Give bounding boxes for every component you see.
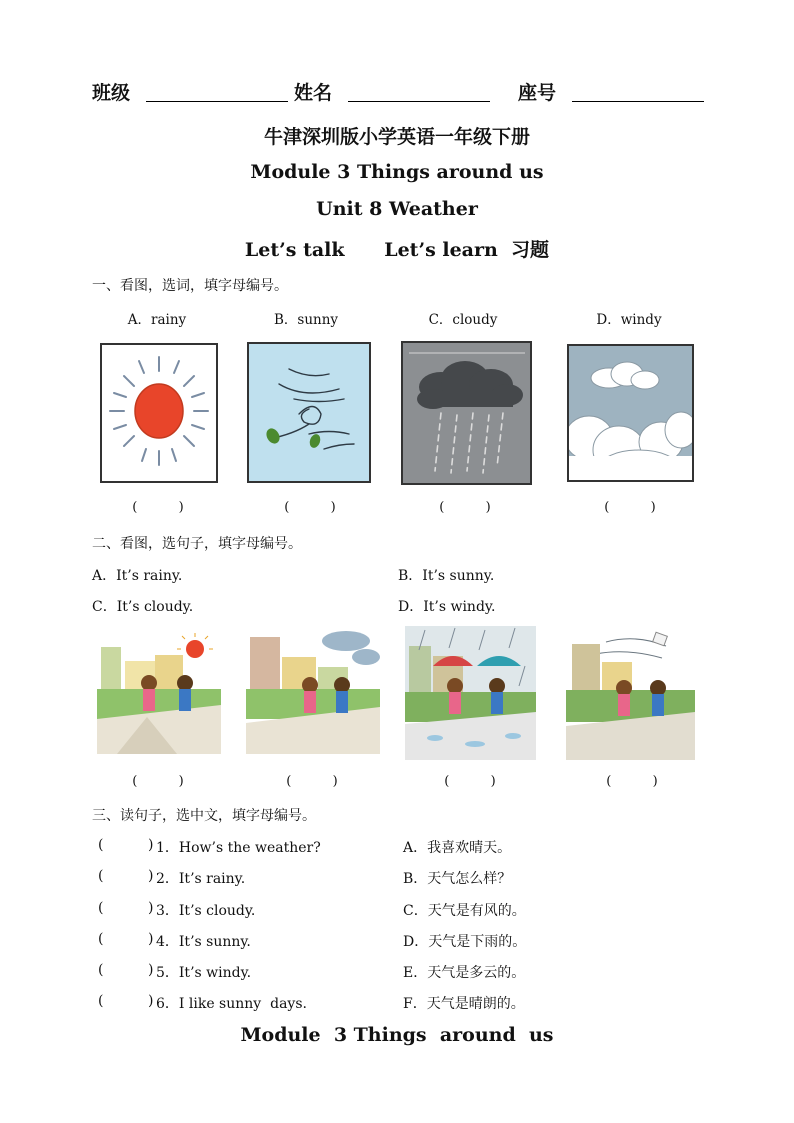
answer-blank-3[interactable]: ( ) <box>439 500 491 515</box>
option-d: D．windy <box>596 312 662 328</box>
sun-picture <box>100 343 218 483</box>
name-blank[interactable] <box>348 100 490 102</box>
cloudy-picture <box>567 344 694 482</box>
rain-picture <box>401 341 532 485</box>
book-title: 牛津深圳版小学英语一年级下册 <box>263 126 530 148</box>
cloudy-scene-picture <box>246 627 380 754</box>
match-en-1: 1．How’s the weather? <box>156 840 321 856</box>
windy-scene-picture <box>566 628 695 760</box>
scene-blank-2[interactable]: ( ) <box>286 774 338 789</box>
match-cn-1: A．我喜欢晴天。 <box>403 840 512 856</box>
sentence-d: D．It’s windy. <box>398 599 496 615</box>
answer-blank-1[interactable]: ( ) <box>132 500 184 515</box>
module-title: Module 3 Things around us <box>250 161 544 183</box>
match-en-4: 4．It’s sunny. <box>156 934 251 950</box>
match-blank-4[interactable]: ( ) <box>98 931 154 947</box>
match-cn-5: E．天气是多云的。 <box>403 965 526 981</box>
class-label: 班级 <box>92 82 131 104</box>
sunny-scene-picture <box>97 627 221 754</box>
scene-blank-3[interactable]: ( ) <box>444 774 496 789</box>
windy-scene <box>566 628 695 760</box>
sunny-scene <box>97 627 221 754</box>
option-a: A．rainy <box>127 312 187 328</box>
sun-icon <box>102 345 216 481</box>
footer-module-title: Module 3 Things around us <box>240 1024 554 1046</box>
rainy-scene <box>405 626 536 760</box>
sentence-c: C．It’s cloudy. <box>92 599 194 615</box>
sentence-a: A．It’s rainy. <box>92 568 183 584</box>
match-en-5: 5．It’s windy. <box>156 965 252 981</box>
match-en-3: 3．It’s cloudy. <box>156 903 256 919</box>
match-cn-6: F．天气是晴朗的。 <box>403 996 525 1012</box>
match-cn-4: D．天气是下雨的。 <box>403 934 527 950</box>
cloudy-scene <box>246 627 380 754</box>
rainy-scene-picture <box>405 626 536 760</box>
wind-picture <box>247 342 371 483</box>
section1-heading: 一、看图，选词，填字母编号。 <box>92 278 288 294</box>
match-cn-2: B．天气怎么样？ <box>403 871 512 887</box>
match-blank-5[interactable]: ( ) <box>98 962 154 978</box>
section2-heading: 二、看图，选句子，填字母编号。 <box>92 536 302 552</box>
class-blank[interactable] <box>146 100 288 102</box>
match-cn-3: C．天气是有风的。 <box>403 903 526 919</box>
match-blank-3[interactable]: ( ) <box>98 900 154 916</box>
match-en-6: 6．I like sunny days. <box>156 996 307 1012</box>
rain-cloud-icon <box>403 343 530 483</box>
seat-blank[interactable] <box>572 100 704 102</box>
match-blank-6[interactable]: ( ) <box>98 993 154 1009</box>
match-en-2: 2．It’s rainy. <box>156 871 246 887</box>
match-blank-2[interactable]: ( ) <box>98 868 154 884</box>
answer-blank-2[interactable]: ( ) <box>284 500 336 515</box>
scene-blank-1[interactable]: ( ) <box>132 774 184 789</box>
scene-blank-4[interactable]: ( ) <box>606 774 658 789</box>
seat-label: 座号 <box>518 82 557 104</box>
section3-heading: 三、读句子，选中文，填字母编号。 <box>92 808 316 824</box>
unit-title: Unit 8 Weather <box>316 198 478 220</box>
name-label: 姓名 <box>294 82 333 104</box>
lesson-title: Let’s talk Let’s learn 习题 <box>244 239 550 261</box>
option-c: C．cloudy <box>428 312 498 328</box>
match-blank-1[interactable]: ( ) <box>98 837 154 853</box>
wind-icon <box>249 344 369 481</box>
option-b: B．sunny <box>273 312 339 328</box>
cloud-icon <box>569 346 692 480</box>
answer-blank-4[interactable]: ( ) <box>604 500 656 515</box>
sentence-b: B．It’s sunny. <box>398 568 495 584</box>
